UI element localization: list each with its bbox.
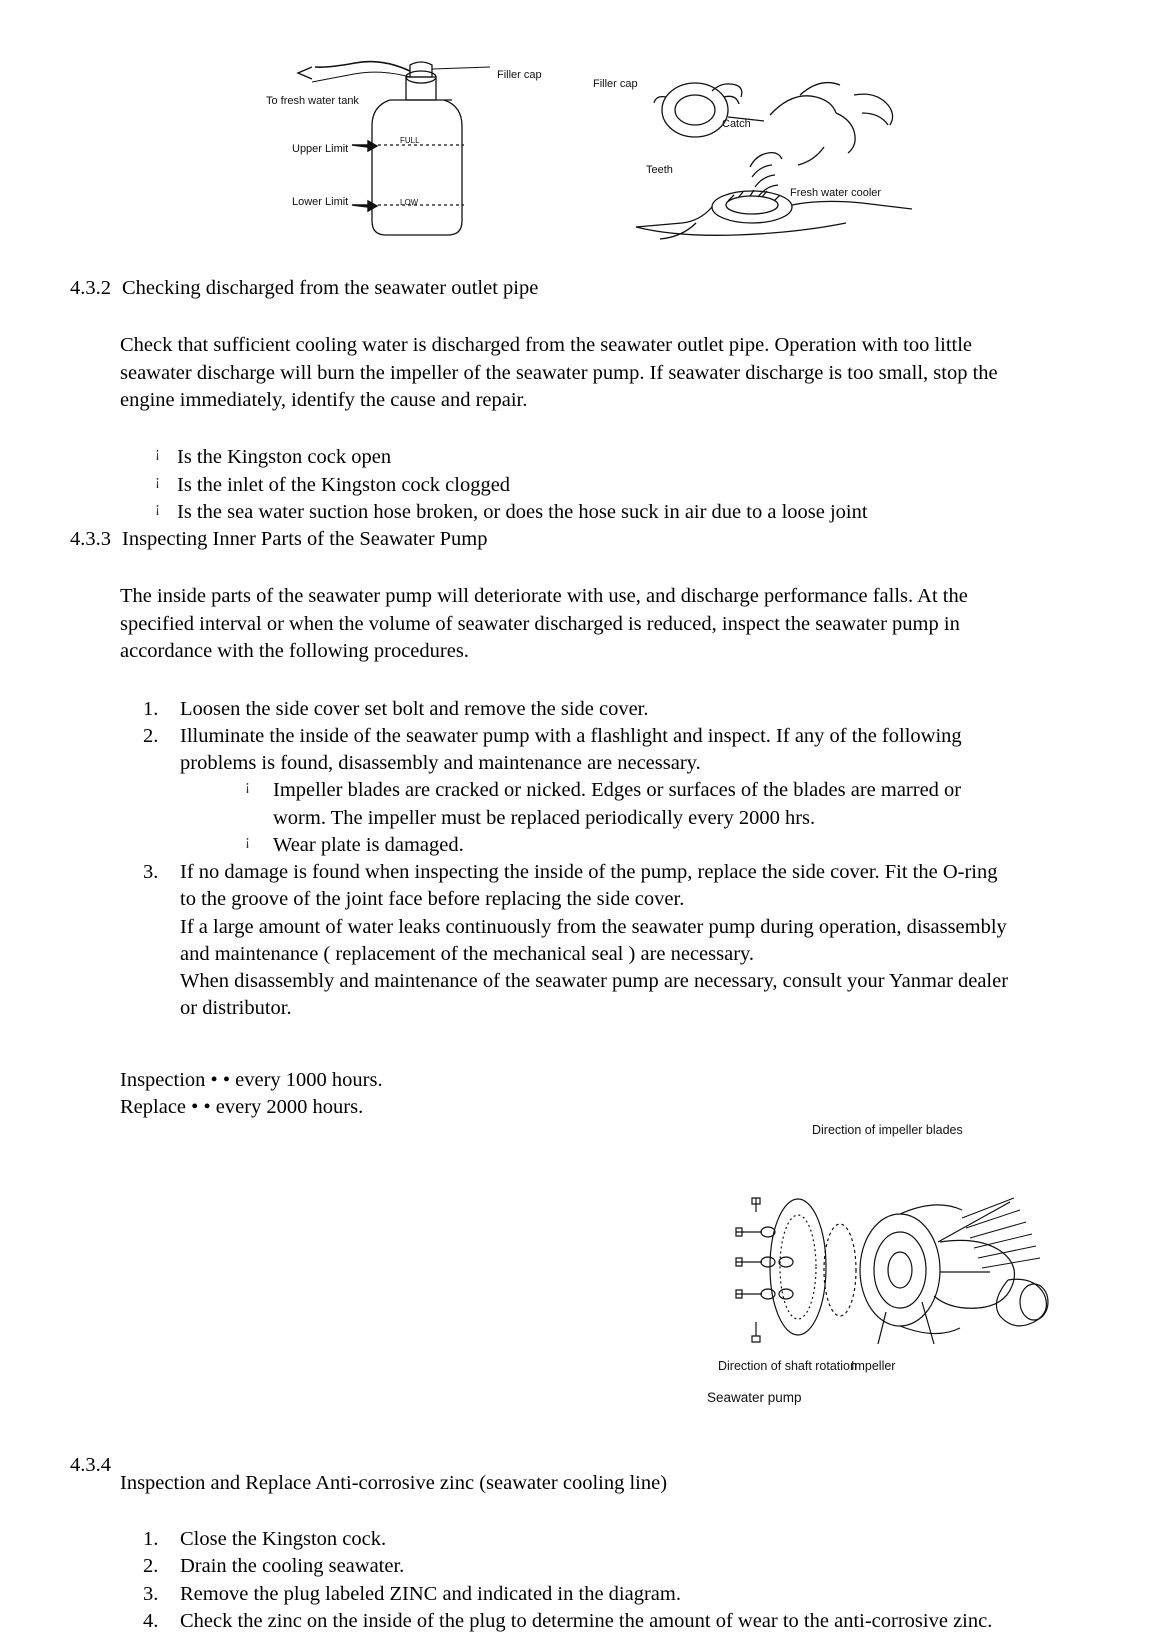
list-item <box>143 1608 1009 1635</box>
step-text: Close the Kingston cock. <box>180 1528 387 1550</box>
label-upper-limit: Upper Limit <box>292 143 349 155</box>
list-item <box>143 1581 1009 1608</box>
heading-432-number: 4.3.2 <box>70 277 111 299</box>
list-item: ¡ Is the Kingston cock open <box>155 444 1157 471</box>
paragraph-432: Check that sufficient cooling water is discharged from the seawater outlet pipe. Operation with too little seawater discharge will burn the impeller of the seawater pump. If seawater discharge is too small, stop the engine immediately, identify the cause and repair. <box>120 334 998 411</box>
label-fresh-water-cooler: Fresh water cooler <box>790 187 882 199</box>
heading-432 <box>0 275 1157 302</box>
list-item <box>143 859 1009 1023</box>
list-item <box>143 1526 1009 1553</box>
heading-434-title: Inspection and Replace Anti-corrosive zinc (seawater cooling line) <box>120 1472 668 1494</box>
section-432 <box>0 275 1157 526</box>
figure-fresh-water-tank-and-filler-cap <box>0 0 1157 275</box>
inspection-interval: Inspection • • every 1000 hours. <box>120 1068 383 1091</box>
heading-433-title: Inspecting Inner Parts of the Seawater Pump <box>122 528 488 551</box>
heading-434-number: 4.3.4 <box>70 1454 111 1476</box>
step-text: Illuminate the inside of the seawater pump with a flashlight and inspect. If any of the following problems is found, disassembly and maintenance are necessary. <box>180 724 962 775</box>
label-to-fresh-water-tank: To fresh water tank <box>266 95 359 107</box>
label-direction-shaft-rotation: Direction of shaft rotation <box>718 1359 857 1373</box>
interval-notes <box>0 1067 1157 1122</box>
list-item: ¡ Is the inlet of the Kingston cock clogged <box>155 472 1157 499</box>
heading-433-number: 4.3.3 <box>70 528 111 551</box>
section-433 <box>0 526 1157 1122</box>
replace-interval: Replace • • every 2000 hours. <box>120 1096 364 1119</box>
checklist-432 <box>0 444 1157 526</box>
label-teeth: Teeth <box>646 164 673 176</box>
heading-432-title: Checking discharged from the seawater outlet pipe <box>122 277 539 299</box>
label-filler-cap-right: Filler cap <box>593 78 638 90</box>
figure-seawater-pump <box>0 1122 1157 1452</box>
full-mark-label: FULL <box>400 136 420 145</box>
step-continuation: When disassembly and maintenance of the seawater pump are necessary, consult your Yanmar dealer or distributor. <box>180 970 1009 1020</box>
label-impeller: Impeller <box>851 1359 896 1373</box>
list-item: ¡ Is the sea water suction hose broken, or does the hose suck in air due to a loose joint <box>155 499 1157 526</box>
list-item <box>143 696 1009 723</box>
step-text: Loosen the side cover set bolt and remove the side cover. <box>180 697 649 720</box>
label-catch: Catch <box>722 118 751 130</box>
list-item <box>143 1553 1009 1580</box>
label-lower-limit: Lower Limit <box>292 196 349 208</box>
label-filler-cap-left: Filler cap <box>497 69 542 81</box>
steps-433 <box>0 696 1157 1023</box>
sub-checklist-433 <box>180 777 1009 859</box>
section-434 <box>0 1452 1157 1635</box>
heading-434 <box>0 1452 1157 1496</box>
label-direction-impeller-blades: Direction of impeller blades <box>812 1123 963 1137</box>
paragraph-433: The inside parts of the seawater pump will deteriorate with use, and discharge performance falls. At the specified interval or when the volume of seawater discharged is reduced, inspect the seawater pump in accordance with the following procedures. <box>120 585 968 663</box>
step-text: If no damage is found when inspecting the inside of the pump, replace the side cover. Fit the O-ring to the groove of the joint face before replacing the side cover. <box>180 861 998 911</box>
list-item <box>143 723 1009 859</box>
tank-diagram-icon <box>260 55 580 255</box>
low-mark-label: LOW <box>400 198 419 207</box>
step-text: Drain the cooling seawater. <box>180 1555 405 1578</box>
step-text: Check the zinc on the inside of the plug to determine the amount of wear to the anti-corrosive zinc. <box>180 1609 993 1632</box>
list-item: ¡ Impeller blades are cracked or nicked. Edges or surfaces of the blades are marred or worm. The impeller must be replaced periodically every 2000 hrs. <box>245 777 1009 832</box>
heading-433 <box>0 526 1157 553</box>
steps-434 <box>0 1526 1157 1635</box>
step-text: Remove the plug labeled ZINC and indicated in the diagram. <box>180 1582 681 1605</box>
list-item: ¡ Wear plate is damaged. <box>245 832 1009 859</box>
filler-cap-diagram-icon <box>600 55 960 255</box>
step-continuation: If a large amount of water leaks continuously from the seawater pump during operation, disassembly and maintenance ( replacement of the mechanical seal ) are necessary. <box>180 915 1007 965</box>
caption-seawater-pump: Seawater pump <box>707 1390 802 1405</box>
